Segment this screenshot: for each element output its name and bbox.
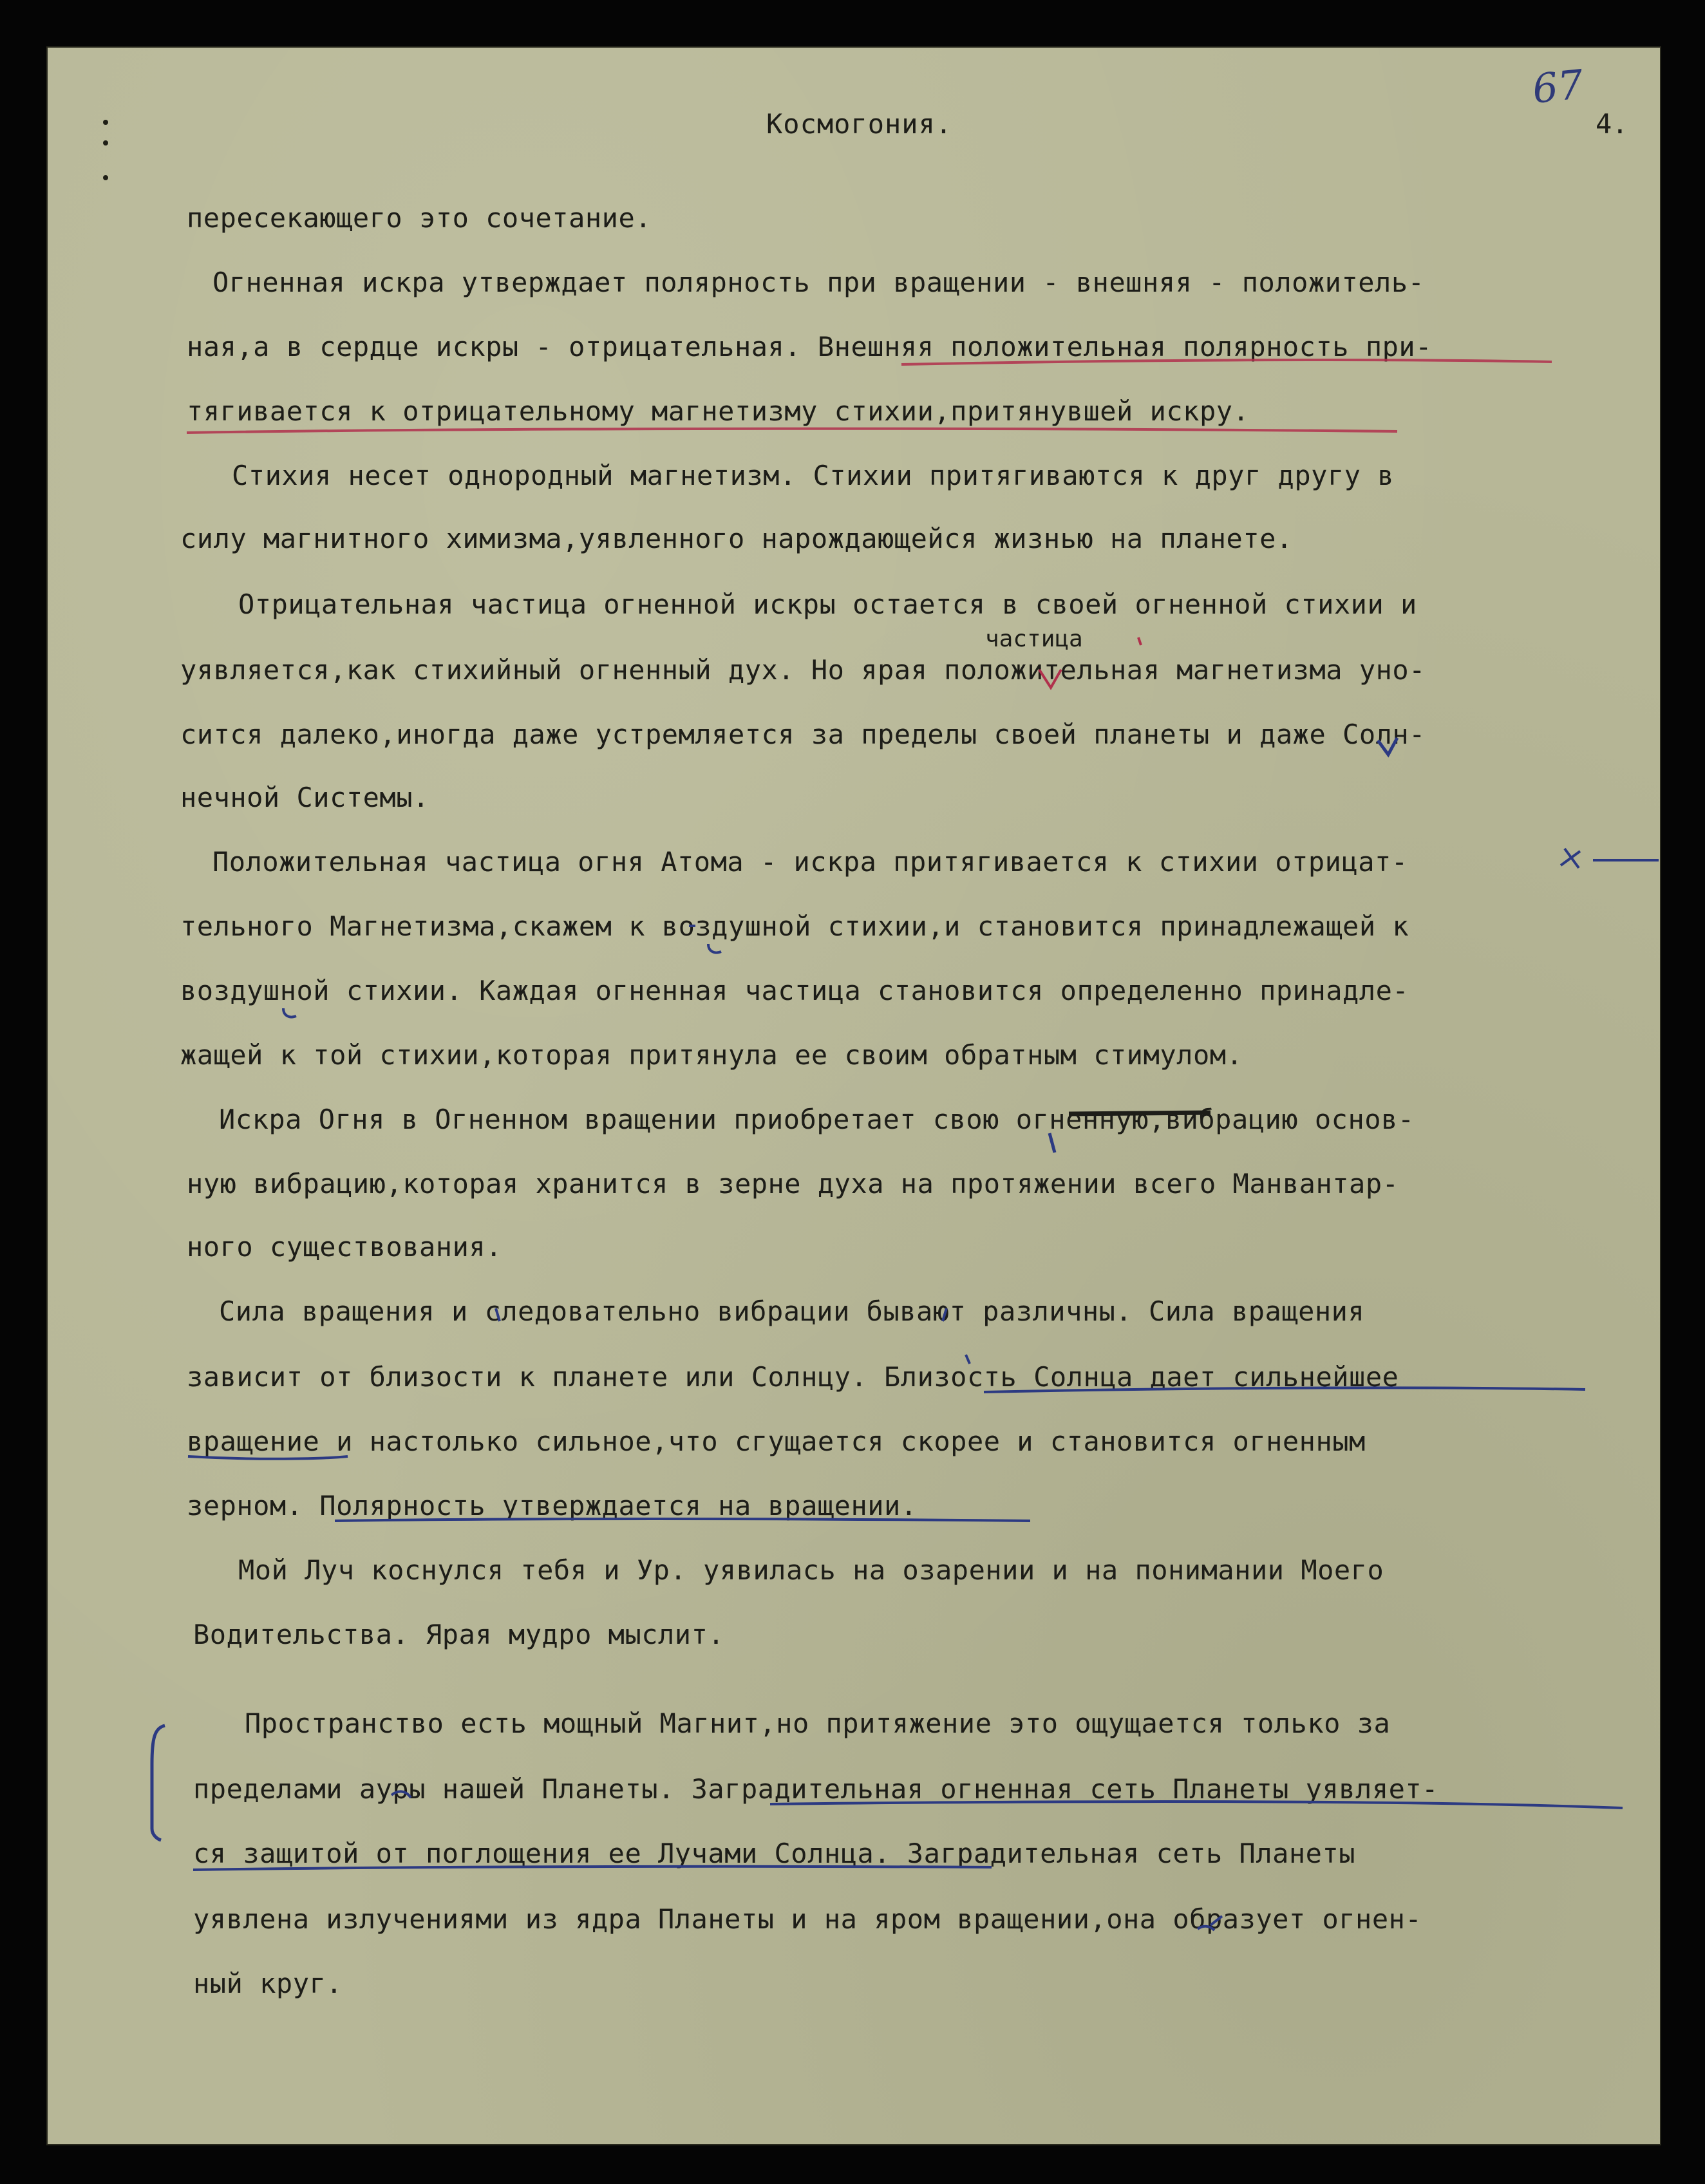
text-line: уявлена излучениями из ядра Планеты и на яром вращении,она образует огнен- xyxy=(193,1903,1422,1935)
page-title: Космогония. xyxy=(766,108,953,140)
inserted-word: частица xyxy=(985,626,1083,652)
text-line: ную вибрацию,которая хранится в зерне духа на протяжении всего Манвантар- xyxy=(187,1168,1399,1200)
text-line: зерном. Полярность утверждается на вращении. xyxy=(187,1490,918,1521)
text-line: ного существования. xyxy=(187,1231,502,1263)
text-line: Мой Луч коснулся тебя и Ур. уявилась на озарении и на понимании Моего xyxy=(238,1554,1384,1586)
text-line: Сила вращения и следовательно вибрации бывают различны. Сила вращения xyxy=(219,1295,1365,1327)
text-line: Положительная частица огня Атома - искра притягивается к стихии отрицат- xyxy=(212,846,1408,878)
text-line: тельного Магнетизма,скажем к воздушной стихии,и становится принадлежащей к xyxy=(180,910,1409,942)
archive-folio-number: 67 xyxy=(1530,61,1586,113)
text-line: Стихия несет однородный магнетизм. Стихии притягиваются к друг другу в xyxy=(232,460,1395,491)
text-line: Отрицательная частица огненной искры остается в своей огненной стихии и xyxy=(238,588,1417,620)
text-line: нечной Системы. xyxy=(180,782,429,813)
text-line: ся защитой от поглощения ее Лучами Солнца. Заградительная сеть Планеты xyxy=(193,1838,1356,1869)
text-line: силу магнитного химизма,уявленного нарождающейся жизнью на планете. xyxy=(180,523,1293,554)
text-line: сится далеко,иногда даже устремляется за пределы своей планеты и даже Солн- xyxy=(180,719,1426,750)
text-line: ный круг. xyxy=(193,1968,343,1999)
text-line: воздушной стихии. Каждая огненная частица становится определенно принадле- xyxy=(180,975,1409,1006)
text-line: жащей к той стихии,которая притянула ее своим обратным стимулом. xyxy=(180,1039,1243,1071)
page-number: 4. xyxy=(1596,108,1628,140)
text-line: ная,а в сердце искры - отрицательная. Внешняя положительная полярность при- xyxy=(187,331,1432,362)
text-line: Водительства. Ярая мудро мыслит. xyxy=(193,1619,725,1650)
text-line: пределами ауры нашей Планеты. Заградительная огненная сеть Планеты уявляет- xyxy=(193,1773,1438,1805)
text-line: тягивается к отрицательному магнетизму стихии,притянувшей искру. xyxy=(187,395,1250,427)
text-line: зависит от близости к планете или Солнцу. Близость Солнца дает сильнейшее xyxy=(187,1361,1399,1393)
text-line: вращение и настолько сильное,что сгущается скорее и становится огненным xyxy=(187,1426,1366,1457)
text-line: Огненная искра утверждает полярность при вращении - внешняя - положитель- xyxy=(212,267,1425,298)
text-line: пересекающего это сочетание. xyxy=(187,202,652,234)
text-line: Искра Огня в Огненном вращении приобретает свою огненную,вибрацию основ- xyxy=(219,1104,1415,1135)
text-line: Пространство есть мощный Магнит,но притяжение это ощущается только за xyxy=(245,1708,1391,1739)
text-line: уявляется,как стихийный огненный дух. Но ярая положительная магнетизма уно- xyxy=(180,654,1426,686)
